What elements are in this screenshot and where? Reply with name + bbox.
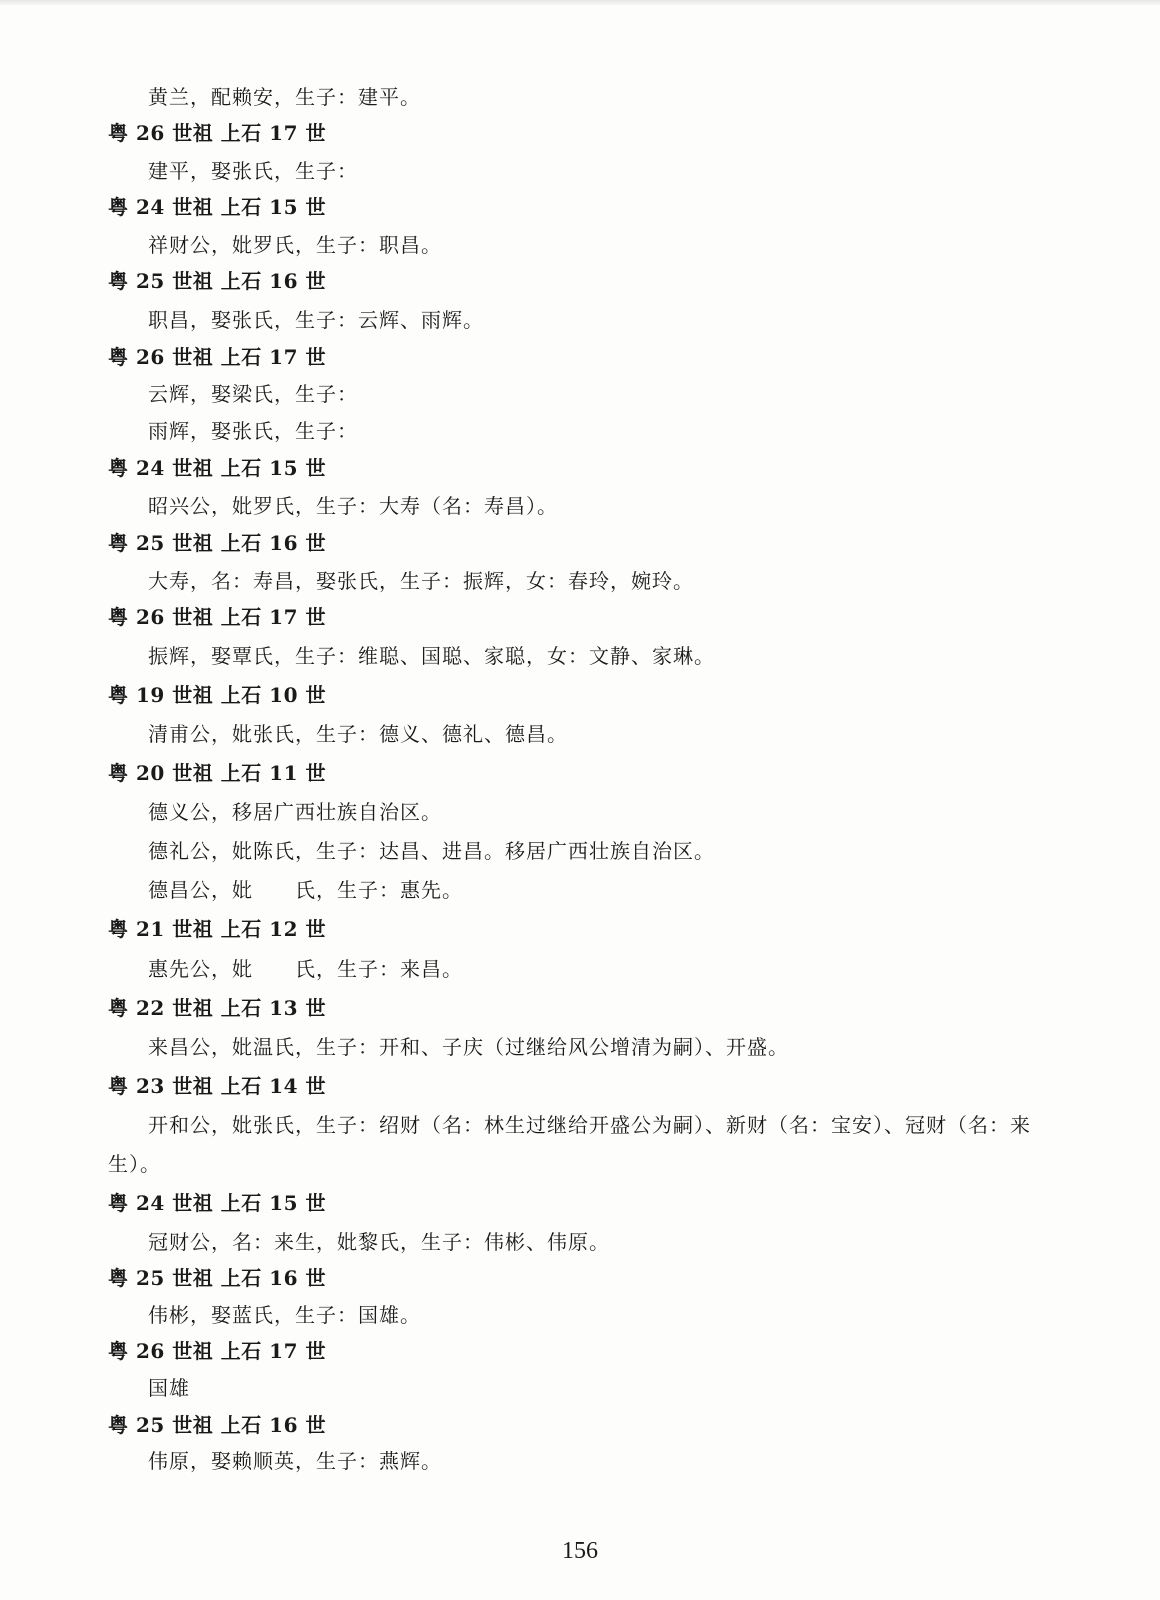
- generation-heading: 粤 24 世祖 上石 15 世: [108, 456, 326, 480]
- entry-line: 来昌公，妣温氏，生子：开和、子庆（过继给风公增清为嗣）、开盛。: [148, 1035, 789, 1059]
- entry-line: 职昌，娶张氏，生子：云辉、雨辉。: [148, 308, 484, 332]
- entry-line: 德昌公，妣 氏，生子：惠先。: [148, 878, 463, 902]
- entry-line-continuation: 生）。: [108, 1152, 161, 1176]
- generation-heading: 粤 24 世祖 上石 15 世: [108, 1191, 326, 1215]
- entry-line: 振辉，娶覃氏，生子：维聪、国聪、家聪，女：文静、家琳。: [148, 644, 715, 668]
- generation-heading: 粤 19 世祖 上石 10 世: [108, 683, 326, 707]
- generation-heading: 粤 21 世祖 上石 12 世: [108, 917, 326, 941]
- entry-line: 清甫公，妣张氏，生子：德义、德礼、德昌。: [148, 722, 568, 746]
- generation-heading: 粤 26 世祖 上石 17 世: [108, 605, 326, 629]
- generation-heading: 粤 23 世祖 上石 14 世: [108, 1074, 326, 1098]
- entry-line: 昭兴公，妣罗氏，生子：大寿（名：寿昌）。: [148, 494, 558, 518]
- entry-line: 大寿，名：寿昌，娶张氏，生子：振辉，女：春玲，婉玲。: [148, 569, 694, 593]
- entry-line: 德礼公，妣陈氏，生子：达昌、进昌。移居广西壮族自治区。: [148, 839, 715, 863]
- generation-heading: 粤 26 世祖 上石 17 世: [108, 121, 326, 145]
- generation-heading: 粤 26 世祖 上石 17 世: [108, 1339, 326, 1363]
- entry-line: 开和公，妣张氏，生子：绍财（名：林生过继给开盛公为嗣）、新财（名：宝安）、冠财（名：来: [148, 1113, 1031, 1137]
- page-number: 156: [562, 1538, 598, 1564]
- generation-heading: 粤 26 世祖 上石 17 世: [108, 345, 326, 369]
- generation-heading: 粤 24 世祖 上石 15 世: [108, 195, 326, 219]
- generation-heading: 粤 25 世祖 上石 16 世: [108, 1413, 326, 1437]
- entry-line: 黄兰，配赖安，生子：建平。: [148, 85, 421, 109]
- entry-line: 建平，娶张氏，生子：: [148, 159, 358, 183]
- generation-heading: 粤 25 世祖 上石 16 世: [108, 531, 326, 555]
- generation-heading: 粤 20 世祖 上石 11 世: [108, 761, 326, 785]
- entry-line: 云辉，娶梁氏，生子：: [148, 382, 358, 406]
- generation-heading: 粤 22 世祖 上石 13 世: [108, 996, 326, 1020]
- entry-line: 国雄: [148, 1376, 190, 1400]
- entry-line: 冠财公，名：来生，妣黎氏，生子：伟彬、伟原。: [148, 1230, 610, 1254]
- entry-line: 雨辉，娶张氏，生子：: [148, 419, 358, 443]
- entry-line: 伟原，娶赖顺英，生子：燕辉。: [148, 1449, 442, 1473]
- entry-line: 惠先公，妣 氏，生子：来昌。: [148, 957, 463, 981]
- generation-heading: 粤 25 世祖 上石 16 世: [108, 1266, 326, 1290]
- entry-line: 伟彬，娶蓝氏，生子：国雄。: [148, 1303, 421, 1327]
- entry-line: 祥财公，妣罗氏，生子：职昌。: [148, 233, 442, 257]
- generation-heading: 粤 25 世祖 上石 16 世: [108, 269, 326, 293]
- entry-line: 德义公，移居广西壮族自治区。: [148, 800, 442, 824]
